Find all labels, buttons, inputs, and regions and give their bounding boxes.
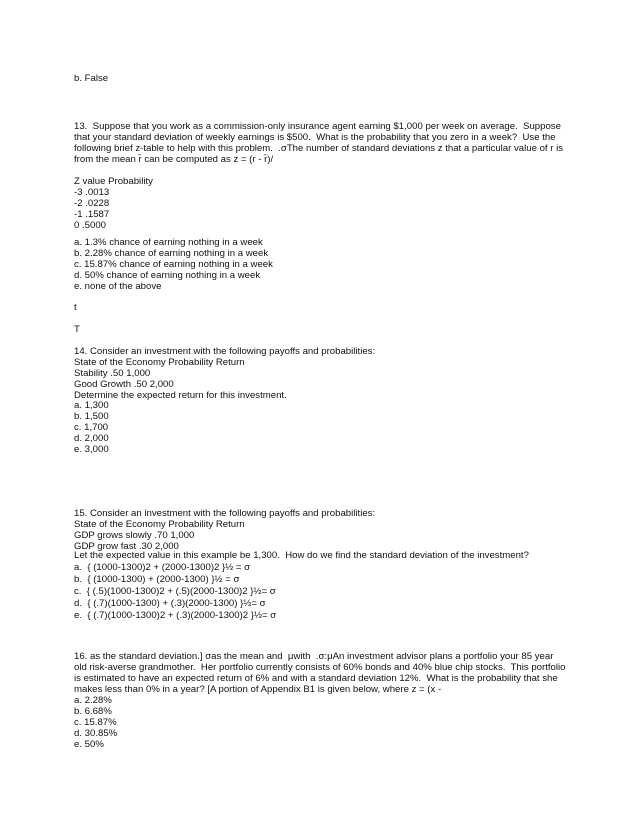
q14-option-a: a. 1,300 (74, 400, 109, 411)
q13-stem-line: from the mean r̄ can be computed as z = (r - r̄)/ (74, 154, 274, 165)
q14-option-b: b. 1,500 (74, 411, 109, 422)
q14-option-d: d. 2,000 (74, 433, 109, 444)
q15-option-c: c. { (.5)(1000-1300)2 + (.5)(2000-1300)2 }½= σ (74, 586, 276, 597)
q16-stem-line: makes less than 0% in a year? [A portion of Appendix B1 is given below, where z = (x - (74, 684, 442, 695)
q12-answer-b: b. False (74, 73, 109, 84)
q13-stem-line: that your standard deviation of weekly earnings is $500. What is the probability that you zero in a week? Use the (74, 132, 556, 143)
q13-stem-line: following brief z-table to help with this problem. .σThe number of standard deviations z that a particular value of r is (74, 143, 564, 154)
q13-mark-upper: T (74, 324, 80, 335)
q15-option-e: e. { (.7)(1000-1300)2 + (.3)(2000-1300)2 }½= σ (74, 610, 277, 621)
q13-option-d: d. 50% chance of earning nothing in a week (74, 270, 261, 281)
q15-stem-line: GDP grow fast .30 2,000 (74, 541, 179, 552)
q16-stem-line: old risk-averse grandmother. Her portfolio currently consists of 60% bonds and 40% blue chip stocks. This portfolio (74, 662, 566, 673)
q13-option-e: e. none of the above (74, 281, 162, 292)
q16-option-c: c. 15.87% (74, 717, 117, 728)
q16-stem-line: is estimated to have an expected return of 6% and with a standard deviation 12%. What is the probability that she (74, 673, 558, 684)
q13-table-header: Z value Probability (74, 176, 153, 187)
q14-option-c: c. 1,700 (74, 422, 109, 433)
q13-stem-line: 13. Suppose that you work as a commission-only insurance agent earning $1,000 per week on average. Suppose (74, 121, 561, 132)
q16-option-b: b. 6.68% (74, 706, 112, 717)
q14-option-e: e. 3,000 (74, 444, 109, 455)
q15-stem-line: State of the Economy Probability Return (74, 519, 245, 530)
q13-option-a: a. 1.3% chance of earning nothing in a week (74, 237, 263, 248)
q15-option-d: d. { (.7)(1000-1300) + (.3)(2000-1300) }½= σ (74, 598, 266, 609)
q15-stem-line: GDP grows slowly .70 1,000 (74, 530, 195, 541)
q13-table-row: -1 .1587 (74, 209, 110, 220)
q13-table-row: -2 .0228 (74, 198, 110, 209)
q14-stem-line: Stability .50 1,000 (74, 368, 151, 379)
q13-table-row: -3 .0013 (74, 187, 110, 198)
q15-stem-line: 15. Consider an investment with the following payoffs and probabilities: (74, 508, 376, 519)
q13-option-b: b. 2.28% chance of earning nothing in a week (74, 248, 269, 259)
q14-stem-line: State of the Economy Probability Return (74, 357, 245, 368)
q16-stem-line: 16. as the standard deviation.] σas the mean and μwith .σ:μAn investment advisor plans a portfolio your 85 year (74, 651, 554, 662)
q13-table-row: 0 .5000 (74, 220, 107, 231)
q13-mark-lower: t (74, 302, 77, 313)
q15-option-b: b. { (1000-1300) + (2000-1300) }½ = σ (74, 574, 240, 585)
q14-stem-line: 14. Consider an investment with the following payoffs and probabilities: (74, 346, 376, 357)
q14-stem-line: Good Growth .50 2,000 (74, 379, 174, 390)
q13-option-c: c. 15.87% chance of earning nothing in a week (74, 259, 273, 270)
q15-option-a: a. { (1000-1300)2 + (2000-1300)2 }½ = σ (74, 562, 251, 573)
q16-option-a: a. 2.28% (74, 695, 112, 706)
q15-stem-line: Let the expected value in this example be 1,300. How do we find the standard deviation of the investment? (74, 550, 529, 561)
q16-option-e: e. 50% (74, 739, 104, 750)
q14-stem-line: Determine the expected return for this investment. (74, 390, 287, 401)
q16-option-d: d. 30.85% (74, 728, 118, 739)
